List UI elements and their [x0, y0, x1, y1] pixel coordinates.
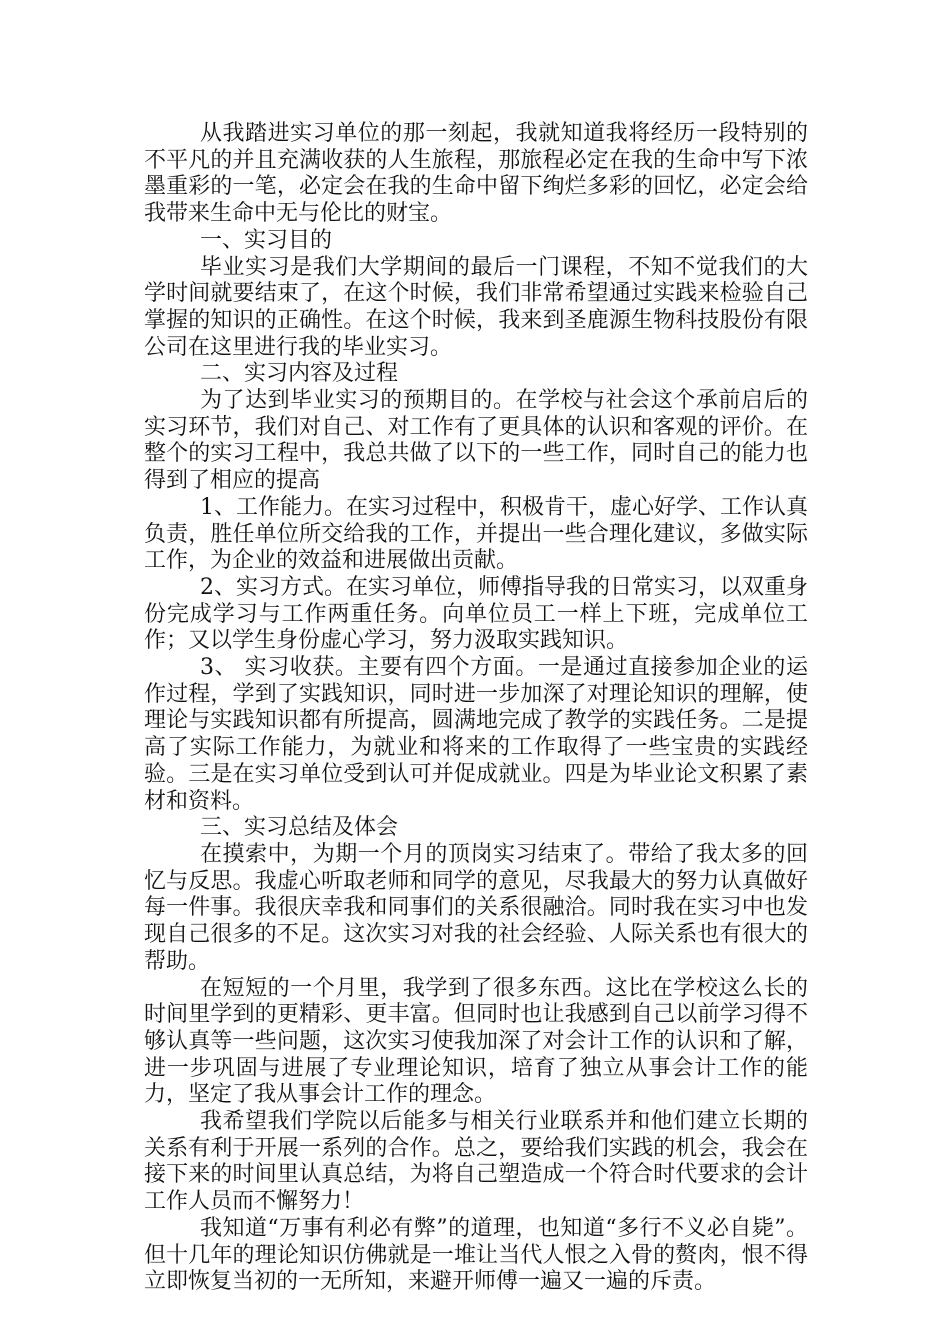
paragraph-summary-2: 在短短的一个月里，我学到了很多东西。这比在学校这么长的时间里学到的更精彩、更丰富。但同时也让我感到自己以前学习得不够认真等一些问题，这次实习使我加深了对会计工作的认识和了解，进一步巩固与进展了专业理论知识，培育了独立从事会计工作的能力，坚定了我从事会计工作的理念。: [144, 975, 808, 1108]
paragraph-purpose: 毕业实习是我们大学期间的最后一门课程，不知不觉我们的大学时间就要结束了，在这个时候，我们非常希望通过实践来检验自己掌握的知识的正确性。在这个时候，我来到圣鹿源生物科技股份有限公司在这里进行我的毕业实习。: [144, 254, 808, 360]
section-heading-summary: 三、实习总结及体会: [200, 815, 399, 841]
paragraph-internship-method: 2、实习方式。在实习单位，师傅指导我的日常实习，以双重身份完成学习与工作两重任务。向单位员工一样上下班，完成单位工作；又以学生身份虚心学习，努力汲取实践知识。: [144, 574, 808, 654]
paragraph-summary-3: 我希望我们学院以后能多与相关行业联系并和他们建立长期的关系有利于开展一系列的合作。总之，要给我们实践的机会，我会在接下来的时间里认真总结，为将自己塑造成一个符合时代要求的会计工作人员而不懈努力！: [144, 1109, 808, 1215]
paragraph-intro: 从我踏进实习单位的那一刻起，我就知道我将经历一段特别的不平凡的并且充满收获的人生旅程，那旅程必定在我的生命中写下浓墨重彩的一笔，必定会在我的生命中留下绚烂多彩的回忆，必定会给我带来生命中无与伦比的财宝。: [144, 121, 808, 227]
section-heading-purpose: 一、实习目的: [200, 227, 333, 253]
paragraph-summary-4: 我知道“万事有利必有弊”的道理，也知道“多行不义必自毙”。但十几年的理论知识仿佛就是一堆让当代人恨之入骨的赘肉，恨不得立即恢复当初的一无所知，来避开师傅一遍又一遍的斥责。: [144, 1215, 808, 1295]
paragraph-content-intro: 为了达到毕业实习的预期目的。在学校与社会这个承前启后的实习环节，我们对自己、对工作有了更具体的认识和客观的评价。在整个的实习工程中，我总共做了以下的一些工作，同时自己的能力也得到了相应的提高: [144, 388, 808, 494]
document-body: [144, 121, 808, 1296]
section-heading-content: 二、实习内容及过程: [200, 361, 399, 387]
paragraph-summary-1: 在摸索中，为期一个月的顶岗实习结束了。带给了我太多的回忆与反思。我虚心听取老师和同学的意见，尽我最大的努力认真做好每一件事。我很庆幸我和同事们的关系很融洽。同时我在实习中也发现自己很多的不足。这次实习对我的社会经验、人际关系也有很大的帮助。: [144, 841, 808, 974]
paragraph-internship-gains: 3、 实习收获。主要有四个方面。一是通过直接参加企业的运作过程，学到了实践知识，同时进一步加深了对理论知识的理解，使理论与实践知识都有所提高，圆满地完成了教学的实践任务。二是提高了实际工作能力，为就业和将来的工作取得了一些宝贵的实践经验。三是在实习单位受到认可并促成就业。四是为毕业论文积累了素材和资料。: [144, 655, 808, 814]
paragraph-work-ability: 1、工作能力。在实习过程中，积极肯干，虚心好学、工作认真负责，胜任单位所交给我的工作，并提出一些合理化建议，多做实际工作，为企业的效益和进展做出贡献。: [144, 494, 808, 574]
